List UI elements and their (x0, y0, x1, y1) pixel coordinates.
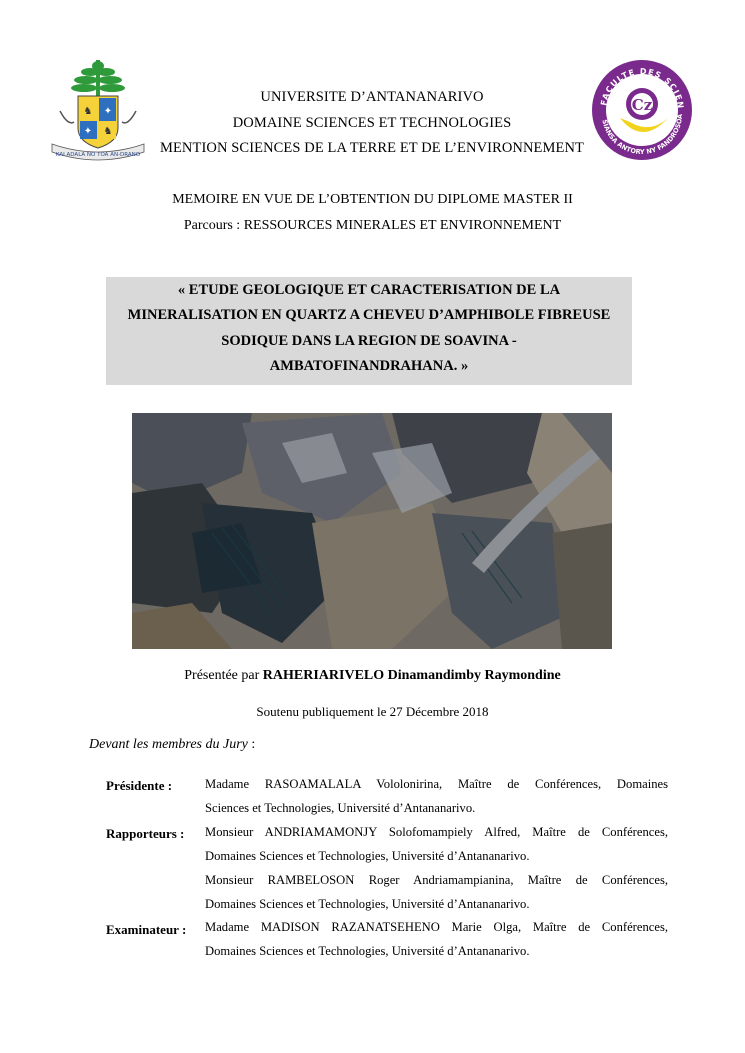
svg-text:✦: ✦ (83, 126, 93, 137)
role-rapporteurs: Rapporteurs : (106, 826, 185, 841)
title-line-2: MINERALISATION EN QUARTZ A CHEVEU D’AMPHIBOLE FIBREUSE (127, 307, 611, 323)
university-name: UNIVERSITE D’ANTANANARIVO (260, 89, 484, 105)
title-line-3: SODIQUE DANS LA REGION DE SOAVINA - (221, 333, 517, 349)
jury-intro (89, 737, 255, 753)
title-line-4: AMBATOFINANDRAHANA. » (269, 358, 469, 374)
member-line: Monsieur ANDRIAMAMONJY Solofomampiely Alfred, Maître de Conférences, (205, 825, 668, 839)
member-line: Domaines Sciences et Technologies, Université d’Antananarivo. (205, 944, 530, 958)
member-line: Madame MADISON RAZANATSEHENO Marie Olga, Maître de Conférences, (205, 920, 668, 934)
member-line: Domaines Sciences et Technologies, Université d’Antananarivo. (205, 849, 530, 863)
title-line-1: « ETUDE GEOLOGIQUE ET CARACTERISATION DE LA (177, 282, 561, 298)
memoire-parcours: Parcours : RESSOURCES MINERALES ET ENVIRONNEMENT (183, 218, 562, 233)
member-line: Monsieur RAMBELOSON Roger Andriamampianina, Maître de Conférences, (205, 873, 668, 887)
svg-text:SIANSA ANTORY NY FANDROSOANA: SIANSA ANTORY NY FANDROSOA (600, 113, 685, 157)
author-name: RAHERIARIVELO Dinamandimby Raymondine (262, 668, 561, 683)
svg-text:✦: ✦ (103, 106, 113, 117)
presented-by (100, 668, 645, 684)
memoire-degree: MEMOIRE EN VUE DE L’OBTENTION DU DIPLOME MASTER II (172, 192, 573, 207)
presented-prefix: Présentée par (184, 668, 263, 683)
defense-date: Soutenu publiquement le 27 Décembre 2018 (256, 704, 489, 719)
member-line: Sciences et Technologies, Université d’Antananarivo. (205, 801, 476, 815)
mention-name: MENTION SCIENCES DE LA TERRE ET DE L’ENVIRONNEMENT (159, 140, 584, 156)
svg-text:FACULTE DES SCIENCES: FACULTE DES SCIEN (599, 66, 686, 110)
svg-text:♞: ♞ (83, 106, 93, 117)
jury-intro-text: Devant les membres du Jury (89, 737, 248, 752)
member-line: Madame RASOAMALALA Vololonirina, Maître de Conférences, Domaines (205, 777, 668, 791)
role-examinateur: Examinateur : (106, 922, 187, 937)
member-line: Domaines Sciences et Technologies, Université d’Antananarivo. (205, 897, 530, 911)
svg-text:♞: ♞ (103, 126, 113, 137)
role-president: Présidente : (106, 778, 173, 793)
quartz-amphibole-rock-photo (132, 413, 612, 649)
jury-intro-colon: : (247, 737, 256, 752)
domain-name: DOMAINE SCIENCES ET TECHNOLOGIES (232, 115, 512, 131)
svg-text:KAI ADALA NO TOA AN-DRANO: KAI ADALA NO TOA AN-DRANO (55, 152, 141, 158)
svg-text:Cz: Cz (631, 96, 653, 114)
